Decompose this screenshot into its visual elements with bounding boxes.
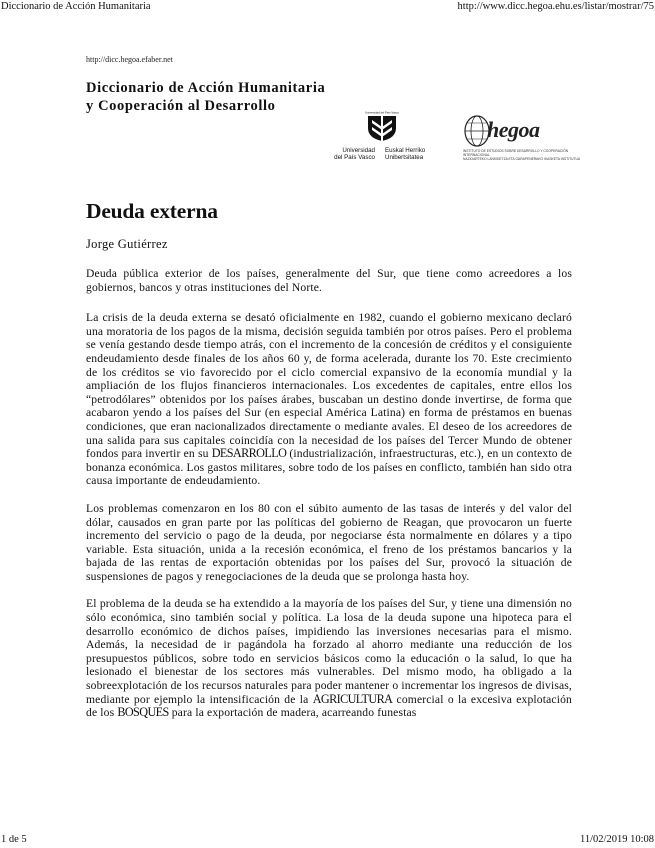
entry-paragraph-3	[86, 597, 572, 719]
entry-author: Jorge Gutiérrez	[86, 237, 168, 251]
hegoa-logo	[463, 114, 588, 164]
site-url: http://dicc.hegoa.efaber.net	[86, 55, 173, 64]
print-header	[0, 0, 655, 14]
paragraph-1-text-a: La crisis de la deuda externa se desató oficialmente en 1982, cuando el gobierno mexicano declaró una moratoria de los pagos de la misma, decisión seguida también por otros países. Pero el problema se venía gestando desde tiempo atrás, con el incremento de la concesión de créditos y el consiguiente endeudamiento desde finales de los años 60 y, de forma acelerada, durante los 70. Este crecimiento de los créditos se vio favorecido por el ciclo comercial expansivo de la economía mundial y la ampliación de los flujos financieros internacionales. Los excedentes de capitales, entre ellos los “petrodólares” obtenidos por los países árabes, buscaban un destino donde invertirse, de forma que acabaron yendo a los países del Sur (en especial América Latina) en forma de préstamos en buenas condiciones, que eran nacionalizados directamente o mediante avales. El deseo de los acreedores de una salida para sus capitales coincidía con la necesidad de los países del Tercer Mundo de obtener fondos para invertir en su	[86, 311, 572, 461]
paragraph-3-text-c: para la exportación de madera, acarreando funestas	[168, 706, 417, 720]
paragraph-3-text-a: El problema de la deuda se ha extendido a la mayoría de los países del Sur, y tiene una dimensión no sólo económica, sino también social y política. La losa de la deuda supone una hipoteca para el desarrollo económico de dichos países, impidiendo las inversiones necesarias para el mismo. Además, la necesidad de ir pagándola ha forzado al ahorro mediante una reducción de los presupuestos públicos, sobre todo en servicios básicos como la educación o la salud, lo que ha lesionado el bienestar de los sectores más vulnerables. Del mismo modo, ha obligado a la sobreexplotación de los recursos naturales para poder mantener o incrementar los ingresos de divisas, mediante por ejemplo la intensificación de la	[86, 597, 572, 706]
upv-caption-es-1: Universidad	[342, 147, 375, 154]
upv-caption-eu-2: Unibertsitatea	[385, 154, 424, 161]
entry-paragraph-2: Los problemas comenzaron en los 80 con el súbito aumento de las tasas de interés y del valor del dólar, causados en gran parte por las políticas del gobierno de Reagan, que provocaron un fuerte incremento del servicio o pago de la deuda, por negociarse ésta normalmente en dólares y a tipo variable. Esta situación, unida a la recesión económica, el freno de los préstamos bancarios y la bajada de las rentas de exportación obtenidas por los países del Sur, provocó la situación de suspensiones de pagos y renegociaciones de la deuda que se prolonga hasta hoy.	[86, 501, 572, 583]
page-counter: 1 de 5	[1, 834, 27, 845]
upv-logo	[325, 110, 437, 166]
upv-caption-eu-1: Euskal Herriko	[385, 147, 426, 154]
print-header-url: http://www.dicc.hegoa.ehu.es/listar/mostrar/75	[457, 1, 654, 12]
upv-caption-es	[325, 147, 375, 161]
hegoa-tagline-1: INSTITUTO DE ESTUDIOS SOBRE DESARROLLO Y COOPERACIÓN INTERNACIONAL	[463, 149, 569, 157]
hegoa-tagline	[463, 149, 588, 161]
entry-definition: Deuda pública exterior de los países, generalmente del Sur, que tiene como acreedores a los gobiernos, bancos y otras instituciones del Norte.	[86, 267, 572, 294]
xref-desarrollo-link[interactable]: DESARROLLO	[211, 446, 287, 461]
hegoa-tagline-2: NAZIOARTEKO LANKIDETZA ETA GARAPENERAKO IKASKETA INSTITUTUA	[463, 157, 581, 161]
paragraph-3-text-b: comercial o la excesiva explotación de los	[86, 692, 572, 720]
print-header-page-title: Diccionario de Acción Humanitaria	[1, 1, 151, 12]
dictionary-title-line-1: Diccionario de Acción Humanitaria	[86, 80, 326, 96]
print-timestamp: 11/02/2019 10:08	[580, 834, 654, 845]
print-footer	[0, 834, 655, 848]
upv-caption-eu	[385, 147, 440, 161]
hegoa-wordmark: hegoa	[487, 117, 540, 142]
dictionary-title-line-2: y Cooperación al Desarrollo	[86, 98, 276, 114]
xref-agricultura-link[interactable]: AGRICULTURA	[312, 691, 393, 706]
logos	[325, 110, 585, 166]
upv-crest-label: Universidad del País Vasco	[365, 110, 399, 115]
paragraph-1-text-b: (industrialización, infraestructuras, etc.), en un contexto de bonanza económica. Los gastos militares, sobre todo de los países en conflicto, también han sido otra causa importante de endeudamiento.	[86, 447, 572, 488]
entry-title: Deuda externa	[86, 199, 218, 223]
xref-bosques-link[interactable]: BOSQUES	[117, 705, 169, 720]
entry-body	[86, 267, 572, 734]
upv-crest-icon	[358, 110, 406, 142]
entry-paragraph-1	[86, 311, 572, 488]
upv-caption-es-2: del País Vasco	[334, 154, 375, 161]
